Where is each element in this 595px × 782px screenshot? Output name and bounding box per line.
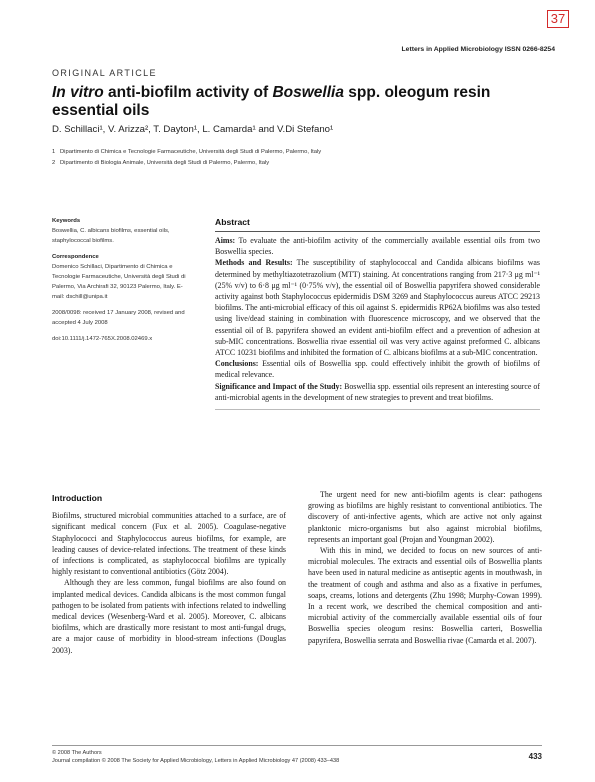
received-dates: 2008/0098: received 17 January 2008, revised and accepted 4 July 2008 bbox=[52, 310, 185, 326]
article-sidebar bbox=[52, 216, 192, 350]
methods-label: Methods and Results: bbox=[215, 258, 293, 268]
abstract-significance bbox=[215, 381, 540, 403]
title-part-3: Boswellia bbox=[272, 84, 344, 101]
correspondence-text: Domenico Schillaci, Dipartimento di Chimica e Tecnologie Farmaceutiche, Università degli Studi di Palermo, Via Archirafi 32, 90123 Palermo, Italy. E-mail: dschill@unipa.it bbox=[52, 264, 186, 300]
significance-text: Boswellia spp. essential oils represent an interesting source of anti-microbial agents in the development of new strategies to prevent and treat biofilms. bbox=[215, 381, 541, 402]
affiliation-text: Dipartimento di Chimica e Tecnologie Farmaceutiche, Università degli Studi di Palermo, Palermo, Italy bbox=[60, 149, 322, 155]
significance-label: Significance and Impact of the Study: bbox=[215, 381, 343, 391]
aims-text: To evaluate the anti-biofilm activity of the commercially available essential oils from two Boswellia species. bbox=[215, 236, 540, 257]
conclusions-label: Conclusions: bbox=[215, 359, 259, 369]
affiliation bbox=[52, 147, 321, 158]
abstract-aims bbox=[215, 235, 540, 257]
affiliation-number: 2 bbox=[52, 160, 56, 166]
affiliation-text: Dipartimento di Biologia Animale, Università degli Studi di Palermo, Palermo, Italy bbox=[60, 160, 270, 166]
body-paragraph: Although they are less common, fungal biofilms are also found on implanted medical devices. Candida albicans is the most common fungal pathogen to be isolated from patients with infections related to indwelling medical devices (Wesenberg-Ward et al. 2005). Moreover, C. albicans biofilms, which are drastically more resistant to most anti-fungal drugs, are a major cause of morbidity in blood-stream infections (Douglas 2003). bbox=[52, 578, 286, 655]
page-badge: 37 bbox=[547, 10, 569, 28]
title-part-1: In vitro bbox=[52, 84, 104, 101]
introduction-heading: Introduction bbox=[52, 493, 103, 503]
keywords-heading: Keywords bbox=[52, 218, 81, 224]
methods-text: The susceptibility of staphylococcal and Candida albicans biofilms was determined by methyltiazotetrazolium (MTT) staining. At concentrations ranging from 217·3 μg ml⁻¹ (25% v/v) to 6·8 μg ml⁻¹ (0·75% v/v), the essential oil of Boswellia papyrifera showed considerable activity against both Staphylococcus epidermidis DSM 3269 and Staphylococcus aureus ATCC 29213 biofilms. The anti-microbial efficacy of this oil against S. epidermidis RP62A biofilms was also tested using live/dead staining in combination with fluorescence microscopy, and we observed that the essential oil of B. papyrifera showed an evident anti-biofilm effect and a prevention of adhesion at sub-MIC concentrations. Boswellia rivae essential oil was very active against preformed C. albicans ATCC 10231 biofilms and inhibited the formation of C. albicans biofilms at a sub-MIC concentration. bbox=[215, 258, 540, 358]
title-part-4: spp. oleogum resin essential oils bbox=[52, 84, 491, 119]
body-paragraph: With this in mind, we decided to focus on new sources of anti-microbial molecules. The extracts and essential oils of Boswellia plants have been used in natural medicine as antiseptic agents in mouthwash, in the treatment of cough and asthma and also as a fixative in perfumes, soaps, creams, lotions and detergents (Zhu 1998; Murphy-Cowan 1999). In a recent work, we described the chemical composition and anti-microbial activity of the commercially available essential oils of four Boswellia species oleogum resins: Boswellia carteri, Boswellia papyrifera, Boswellia serrata and Boswellia rivae (Camarda et al. 2007). bbox=[308, 546, 542, 645]
title-part-2: anti-biofilm activity of bbox=[103, 84, 273, 101]
article-title bbox=[52, 84, 512, 120]
copyright-line: © 2008 The Authors bbox=[52, 750, 102, 756]
abstract-conclusions bbox=[215, 358, 540, 380]
abstract-body bbox=[215, 235, 540, 410]
correspondence-heading: Correspondence bbox=[52, 254, 99, 260]
page-footer bbox=[52, 745, 542, 765]
body-paragraph: Biofilms, structured microbial communities attached to a surface, are of significant medical concern (Fux et al. 2005). Coagulase-negative Staphylococci and Staphylococcus aureus biofilms, for example, are leading causes of device-related infections. The treatment of these kinds of infections is complicated, as staphylococcal biofilms are typically highly resistant to conventional antibiotics (Götz 2004). bbox=[52, 511, 286, 577]
section-tag: ORIGINAL ARTICLE bbox=[52, 68, 157, 78]
affiliations bbox=[52, 147, 321, 169]
keywords-text: Boswellia, C. albicans biofilms, essential oils, staphylococcal biofilms. bbox=[52, 228, 170, 244]
body-column-right bbox=[308, 489, 542, 646]
conclusions-text: Essential oils of Boswellia spp. could effectively inhibit the growth of biofilms of medical relevance. bbox=[215, 359, 540, 380]
page-number: 433 bbox=[528, 752, 542, 761]
journal-compilation-line: Journal compilation © 2008 The Society for Applied Microbiology, Letters in Applied Microbiology 47 (2008) 433–438 bbox=[52, 758, 340, 764]
doi-link[interactable]: doi:10.1111/j.1472-765X.2008.02469.x bbox=[52, 336, 153, 342]
body-column-left bbox=[52, 493, 286, 656]
body-paragraph: The urgent need for new anti-biofilm agents is clear: pathogens growing as biofilms are highly resistant to conventional antibiotics. The discovery of anti-infective agents, which are active not only against planktonic micro-organisms but also against microbial biofilms, represents an important goal (Projan and Youngman 2002). bbox=[308, 490, 542, 544]
abstract-section bbox=[215, 217, 540, 410]
affiliation bbox=[52, 158, 321, 169]
journal-header: Letters in Applied Microbiology ISSN 0266-8254 bbox=[401, 46, 555, 53]
affiliation-number: 1 bbox=[52, 149, 56, 155]
abstract-methods bbox=[215, 257, 540, 358]
author-list: D. Schillaci¹, V. Arizza², T. Dayton¹, L. Camarda¹ and V.Di Stefano¹ bbox=[52, 124, 334, 135]
aims-label: Aims: bbox=[215, 236, 236, 245]
abstract-heading: Abstract bbox=[215, 217, 540, 232]
